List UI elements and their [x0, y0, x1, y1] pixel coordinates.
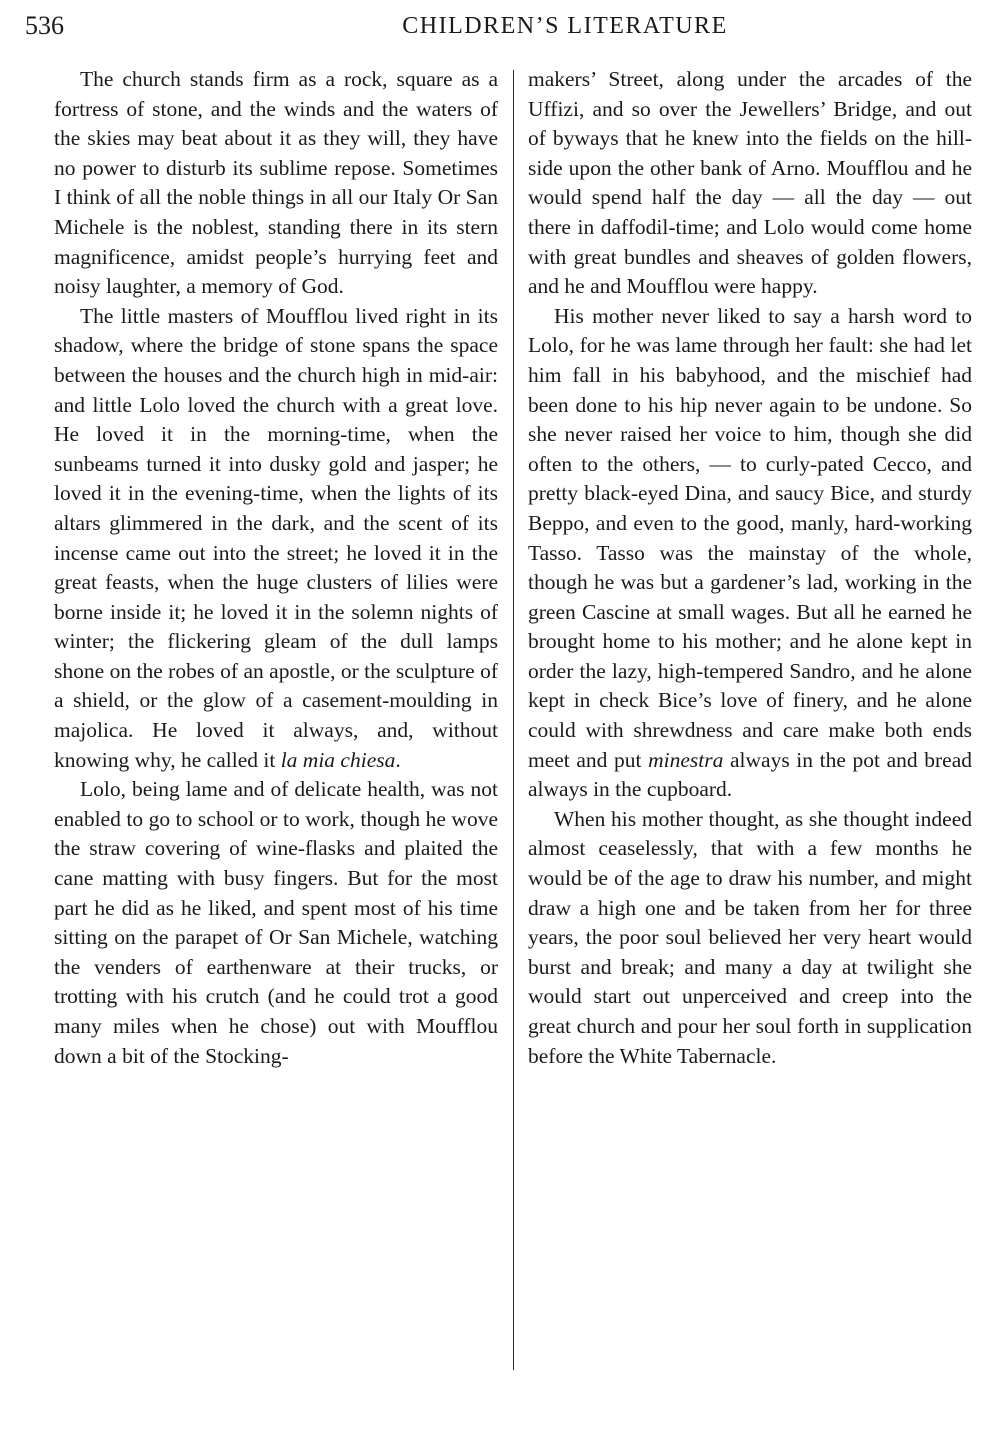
page-number: 536 [25, 11, 64, 40]
left-column [54, 65, 498, 1071]
right-column [528, 65, 972, 1071]
paragraph-text: The little masters of Moufflou lived right in its shadow, where the bridge of stone spans the space between the houses and the church high in mid-air: and little Lolo loved the church with a great love. He loved it in the morning-time, when the sunbeams turned it into dusky gold and jasper; he loved it in the evening-time, when the lights of its altars glimmered in the dark, and the scent of its incense came out into the street; he loved it in the great feasts, when the huge clusters of lilies were borne inside it; he loved it in the solemn nights of winter; the flickering gleam of the dull lamps shone on the robes of an apostle, or the sculpture of a shield, or the glow of a casement-moulding in majolica. He loved it always, and, without knowing why, he called it [54, 303, 498, 772]
paragraph: The church stands firm as a rock, square as a fortress of stone, and the winds and the waters of the skies may beat about it as they will, they have no power to disturb its sublime repose. Sometimes I think of all the noble things in all our Italy Or San Michele is the noblest, standing there in its stern magnificence, amidst people’s hurrying feet and noisy laughter, a memory of God. [54, 67, 498, 299]
paragraph: Lolo, being lame and of delicate health, was not enabled to go to school or to work, though he wove the straw covering of wine-flasks and plaited the cane matting with busy fingers. But for the most part he did as he liked, and spent most of his time sitting on the parapet of Or San Michele, watching the venders of earthenware at their trucks, or trotting with his crutch (and he could trot a good many miles when he chose) out with Moufflou down a bit of the Stocking- [54, 777, 498, 1068]
italic-word: minestra [648, 747, 724, 772]
running-title: CHILDREN’S LITERATURE [402, 13, 728, 39]
paragraph [528, 302, 972, 805]
paragraph: When his mother thought, as she thought indeed almost ceaselessly, that with a few months he would be of the age to draw his number, and might draw a high one and be taken from her for three years, the poor soul believed her very heart would burst and break; and many a day at twilight she would start out unperceived and creep into the great church and pour her soul forth in supplication before the White Tabernacle. [528, 806, 972, 1068]
column-divider [513, 70, 514, 1370]
paragraph [54, 302, 498, 776]
paragraph-text: always in the pot and bread always in the cupboard. [528, 747, 972, 802]
italic-phrase: la mia chiesa [280, 747, 396, 772]
paragraph-continued: makers’ Street, along under the arcades of the Uffizi, and so over the Jewellers’ Bridge, and out of byways that he knew into the fields on the hill-side upon the other bank of Arno. Moufflou and he would spend half the day — all the day — out there in daffodil-time; and Lolo would come home with great bundles and sheaves of golden flowers, and he and Moufflou were happy. [528, 67, 972, 299]
paragraph-text: His mother never liked to say a harsh word to Lolo, for he was lame through her fault: she had let him fall in his babyhood, and the mischief had been done to his hip never again to be undone. So she never raised her voice to him, though she did often to the others, — to curly-pated Cecco, and pretty black-eyed Dina, and saucy Bice, and sturdy Beppo, and even to the good, manly, hard-working Tasso. Tasso was the mainstay of the whole, though he was but a gardener’s lad, working in the green Cascine at small wages. But all he earned he brought home to his mother; and he alone kept in order the lazy, high-tempered Sandro, and he alone kept in check Bice’s love of finery, and he alone could with shrewdness and care make both ends meet and put [528, 303, 972, 772]
paragraph-text: . [395, 747, 401, 772]
